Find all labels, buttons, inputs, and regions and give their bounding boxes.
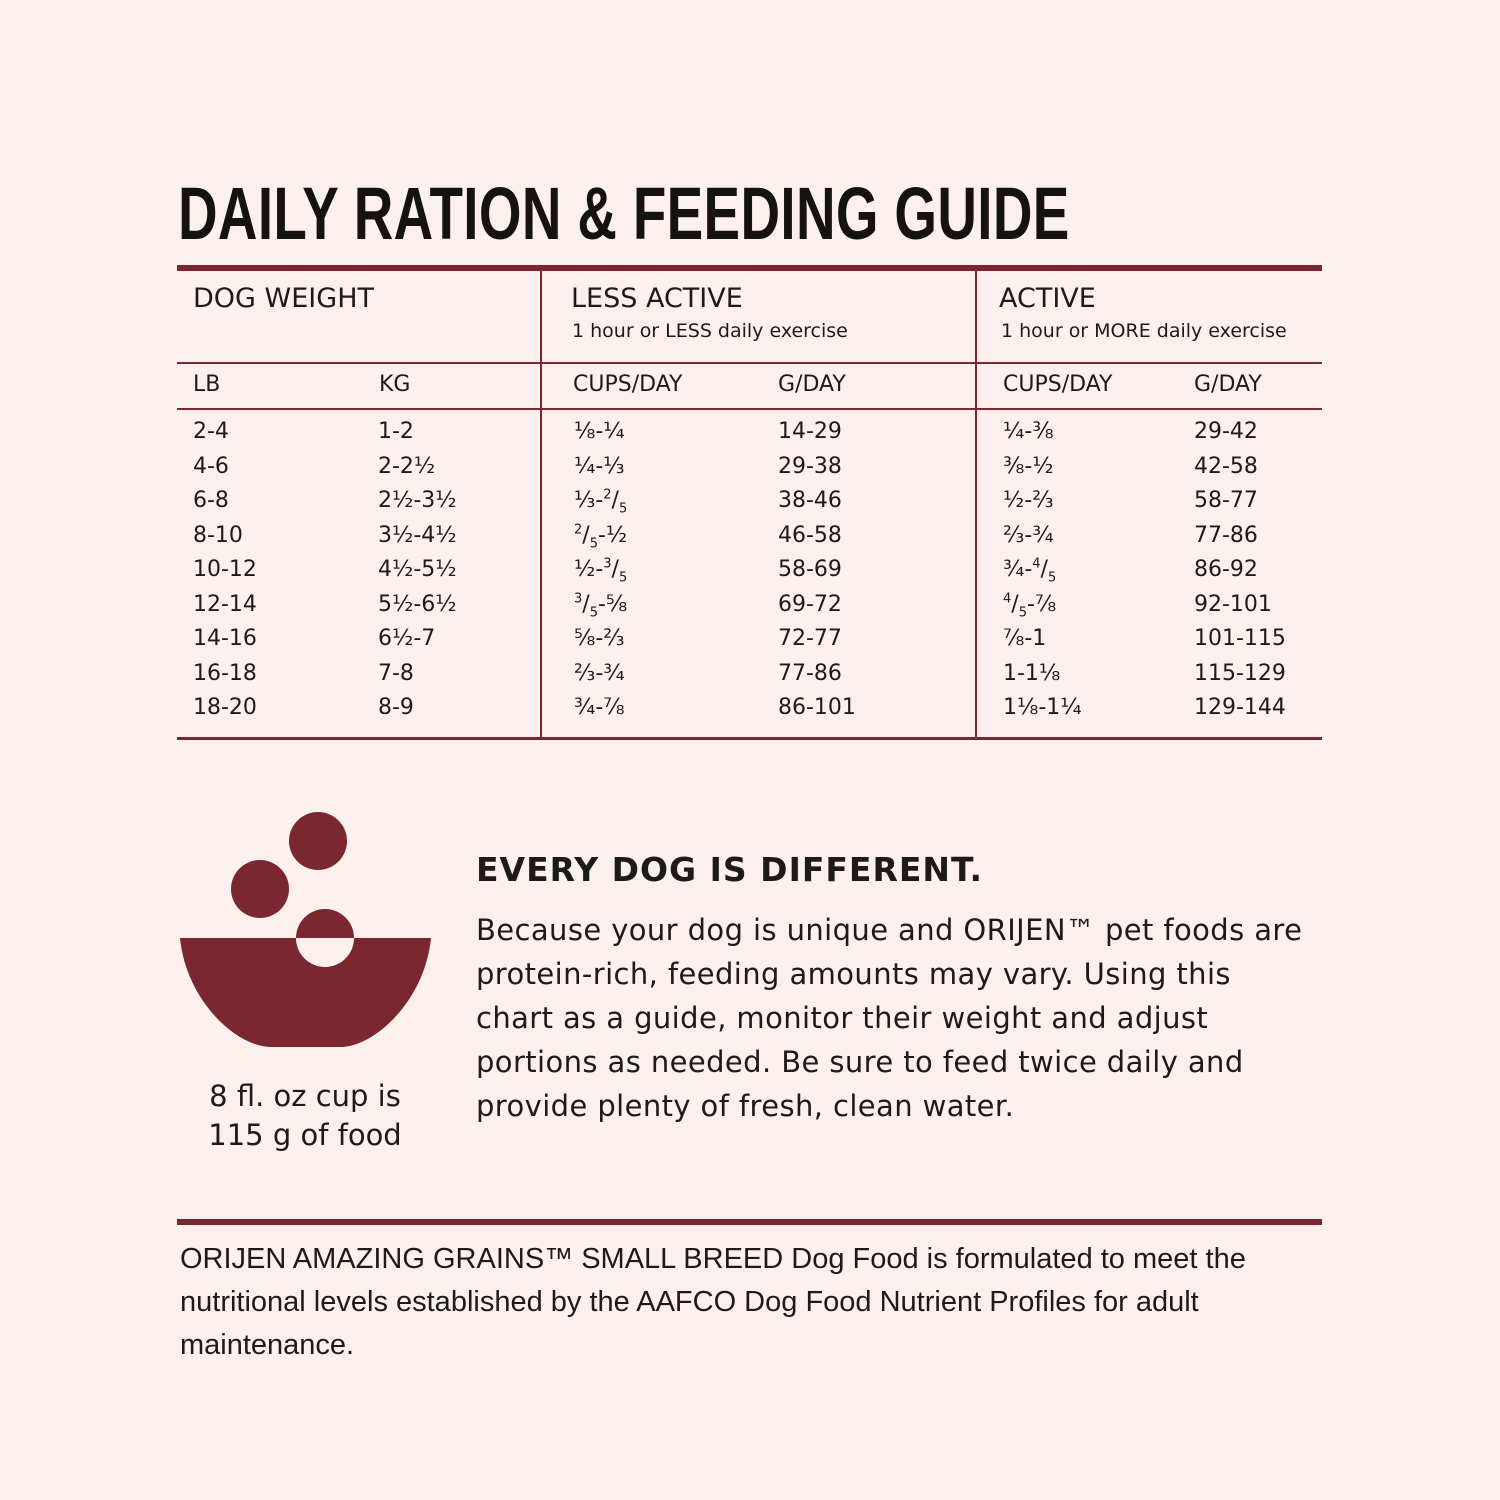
cell-active-grams: 86-92 <box>1194 557 1258 582</box>
cell-kg: 2½-3½ <box>378 488 457 513</box>
table-row <box>0 523 1500 557</box>
cup-measure-line-2: 115 g of food <box>208 1118 402 1152</box>
cell-lb: 6-8 <box>193 488 229 513</box>
cell-less-active-grams: 77-86 <box>778 660 842 686</box>
table-row <box>0 557 1500 591</box>
table-subheader-divider <box>177 408 1322 410</box>
cell-less-active-cups: $\frac{1}{3}-^2/_5$ <box>574 487 628 517</box>
cell-active-cups: ⅔-¾ <box>1003 522 1054 548</box>
subheader-active-cups: CUPS/DAY <box>1003 372 1113 397</box>
cell-lb: 8-10 <box>193 522 243 548</box>
cell-active-grams: 92-101 <box>1194 591 1272 617</box>
cell-less-active-grams: 46-58 <box>778 522 842 548</box>
cell-active-grams: 42-58 <box>1194 453 1258 479</box>
notice-title: EVERY DOG IS DIFFERENT. <box>476 850 984 889</box>
cell-lb: 4-6 <box>193 453 229 479</box>
page-title: DAILY RATION & FEEDING GUIDE <box>178 172 1070 255</box>
cell-less-active-cups: ⅔-¾ <box>574 660 625 686</box>
header-active: ACTIVE <box>999 283 1096 314</box>
cup-measure-note <box>170 1077 440 1155</box>
cell-less-active-grams: 69-72 <box>778 591 842 617</box>
table-row <box>0 592 1500 626</box>
cell-kg: 2-2½ <box>378 453 436 479</box>
cell-active-cups: ⅞-1 <box>1003 626 1047 651</box>
table-bottom-rule <box>177 737 1322 740</box>
notice-body: Because your dog is unique and ORIJEN™ pet foods are protein-rich, feeding amounts may vary. Using this chart as a guide, monitor their weight and adjust portions as needed. Be sure to feed twice daily and provide plenty of fresh, clean water. <box>476 913 1303 1123</box>
cell-lb: 16-18 <box>193 660 257 686</box>
subheader-lb: LB <box>193 372 221 397</box>
footer-rule <box>177 1219 1322 1225</box>
cell-lb: 10-12 <box>193 557 257 582</box>
cell-less-active-grams: 14-29 <box>778 419 842 444</box>
subheader-less-active-grams: G/DAY <box>778 372 846 397</box>
cell-less-active-cups: ¾-⅞ <box>574 695 625 720</box>
cell-kg: 8-9 <box>378 695 414 720</box>
subheader-kg: KG <box>379 372 411 397</box>
cell-lb: 2-4 <box>193 419 229 444</box>
cell-lb: 18-20 <box>193 695 257 720</box>
cell-active-cups: ¼-⅜ <box>1003 419 1054 444</box>
cell-active-cups: 1⅛-1¼ <box>1003 695 1082 720</box>
cell-less-active-cups: $\frac{1}{2}-^3/_5$ <box>574 556 628 586</box>
cell-lb: 14-16 <box>193 626 257 651</box>
table-header-divider <box>177 362 1322 364</box>
cell-kg: 6½-7 <box>378 626 436 651</box>
cell-active-cups: ½-⅔ <box>1003 488 1054 513</box>
cell-less-active-cups: $^2/_5-\frac{1}{2}$ <box>574 522 628 551</box>
cup-measure-line-1: 8 fl. oz cup is <box>209 1079 401 1113</box>
header-less-active: LESS ACTIVE <box>571 283 743 314</box>
cell-less-active-cups: ¼-⅓ <box>574 453 625 479</box>
cell-less-active-cups: ⅝-⅔ <box>574 626 625 651</box>
table-row <box>0 695 1500 729</box>
header-less-active-subtitle: 1 hour or LESS daily exercise <box>572 320 848 342</box>
subheader-less-active-cups: CUPS/DAY <box>573 372 683 397</box>
cell-lb: 12-14 <box>193 591 257 617</box>
cell-less-active-grams: 29-38 <box>778 453 842 479</box>
cell-kg: 4½-5½ <box>378 557 457 582</box>
cell-active-grams: 115-129 <box>1194 660 1286 686</box>
table-row <box>0 626 1500 660</box>
cell-kg: 1-2 <box>378 419 414 444</box>
cell-kg: 5½-6½ <box>378 591 457 617</box>
cell-less-active-cups: ⅛-¼ <box>574 419 625 444</box>
footer-statement: ORIJEN AMAZING GRAINS™ SMALL BREED Dog Food is formulated to meet the nutritional levels established by the AAFCO Dog Food Nutrient Profiles for adult maintenance. <box>180 1243 1246 1361</box>
cell-active-grams: 101-115 <box>1194 626 1286 651</box>
cell-active-grams: 29-42 <box>1194 419 1258 444</box>
cell-active-grams: 58-77 <box>1194 488 1258 513</box>
cell-active-cups: $\frac{3}{4}-^4/_5$ <box>1003 556 1057 586</box>
table-row <box>0 488 1500 522</box>
cell-less-active-grams: 72-77 <box>778 626 842 651</box>
subheader-active-grams: G/DAY <box>1194 372 1262 397</box>
cell-less-active-cups: $^3/_5-\frac{5}{8}$ <box>574 591 628 620</box>
cell-less-active-grams: 86-101 <box>778 695 856 720</box>
cell-kg: 3½-4½ <box>378 522 457 548</box>
cell-active-grams: 129-144 <box>1194 695 1286 720</box>
cell-less-active-grams: 58-69 <box>778 557 842 582</box>
table-top-rule <box>177 265 1322 271</box>
cell-active-grams: 77-86 <box>1194 522 1258 548</box>
header-dog-weight: DOG WEIGHT <box>193 283 374 314</box>
cell-kg: 7-8 <box>378 660 414 686</box>
table-row <box>0 454 1500 488</box>
food-bowl-icon <box>170 800 440 1060</box>
cell-active-cups: $^4/_5-\frac{7}{8}$ <box>1003 591 1057 620</box>
cell-less-active-grams: 38-46 <box>778 488 842 513</box>
cell-active-cups: ⅜-½ <box>1003 453 1054 479</box>
table-row <box>0 661 1500 695</box>
header-active-subtitle: 1 hour or MORE daily exercise <box>1001 320 1287 342</box>
cell-active-cups: 1-1⅛ <box>1003 660 1061 686</box>
table-row <box>0 419 1500 453</box>
